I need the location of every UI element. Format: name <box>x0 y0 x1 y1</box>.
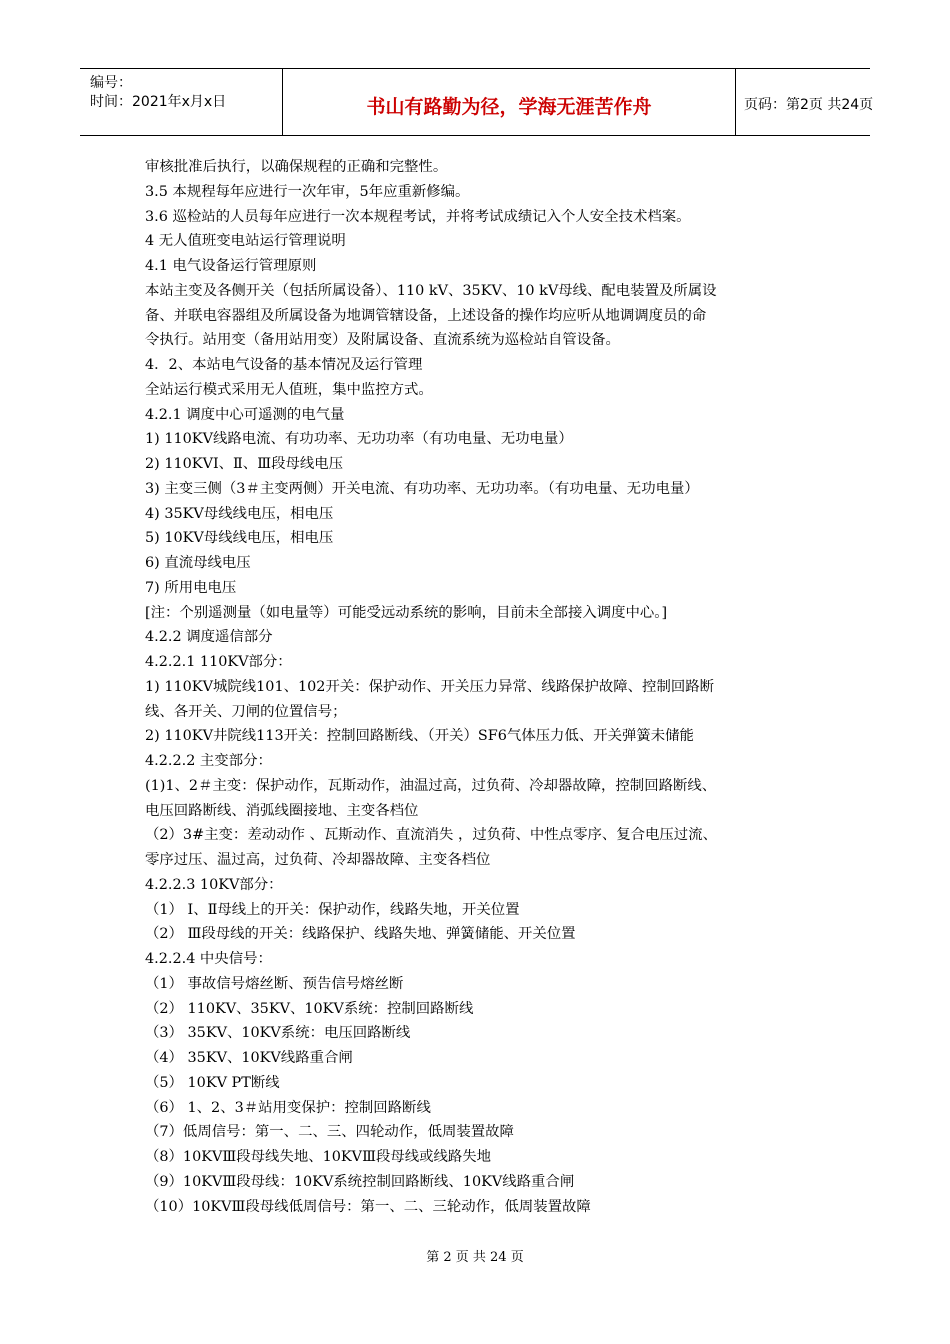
body-line: （9）10KVⅢ段母线：10KV系统控制回路断线、10KV线路重合闸 <box>145 1173 575 1190</box>
body-line: 4.2.1 调度中心可遥测的电气量 <box>145 406 345 423</box>
body-line: （2）3#主变：差动动作 、瓦斯动作、直流消失 ，过负荷、中性点零序、复合电压过流、 <box>145 827 717 844</box>
body-line: 2) 110KV井院线113开关：控制回路断线、（开关）SF6气体压力低、开关弹簧未储能 <box>145 728 694 745</box>
body-line: 6) 直流母线电压 <box>145 555 251 571</box>
body-line: 令执行。站用变（备用站用变）及附属设备、直流系统为巡检站自管设备。 <box>145 332 620 349</box>
document-body <box>145 155 807 1219</box>
body-line: （1） Ⅰ、Ⅱ母线上的开关：保护动作，线路失地，开关位置 <box>145 901 520 918</box>
header-page-cell <box>736 69 874 135</box>
body-line: （6） 1、2、3＃站用变保护：控制回路断线 <box>145 1099 431 1116</box>
document-number-label: 编号： <box>90 75 132 91</box>
body-line: 3) 主变三侧（3＃主变两侧）开关电流、有功功率、无功功率。（有功电量、无功电量） <box>145 480 699 497</box>
body-line: 4．2、本站电气设备的基本情况及运行管理 <box>145 357 423 373</box>
body-line: （2） 110KV、35KV、10KV系统：控制回路断线 <box>145 1000 474 1017</box>
body-line: 4 无人值班变电站运行管理说明 <box>145 233 346 250</box>
body-line: 本站主变及各侧开关（包括所属设备）、110 kV、35KV、10 kV母线、配电装置及所属设 <box>145 282 717 299</box>
body-line: 4.2.2.3 10KV部分： <box>145 876 283 893</box>
body-line: 4.1 电气设备运行管理原则 <box>145 258 317 274</box>
body-line: (1)1、2＃主变：保护动作，瓦斯动作，油温过高，过负荷、冷却器故障，控制回路断线、 <box>145 777 717 794</box>
body-line: （2） Ⅲ段母线的开关：线路保护、线路失地、弹簧储能、开关位置 <box>145 926 576 943</box>
header-motto-cell <box>283 69 736 135</box>
body-line: （1） 事故信号熔丝断、预告信号熔丝断 <box>145 975 404 992</box>
body-line: 4.2.2.2 主变部分： <box>145 753 272 769</box>
body-line: 备、并联电容器组及所属设备为地调管辖设备，上述设备的操作均应听从地调调度员的命 <box>145 307 707 324</box>
body-line: 4.2.2.4 中央信号： <box>145 951 272 967</box>
header-left-cell <box>80 69 283 135</box>
body-line: 3.6 巡检站的人员每年应进行一次本规程考试，并将考试成绩记入个人安全技术档案。 <box>145 208 691 225</box>
body-line: 零序过压、温过高，过负荷、冷却器故障、主变各档位 <box>145 852 491 868</box>
body-line: [注：个别遥测量（如电量等）可能受远动系统的影响，目前未全部接入调度中心。] <box>145 604 668 621</box>
body-line: 全站运行模式采用无人值班，集中监控方式。 <box>145 381 433 398</box>
body-line: 5) 10KV母线线电压，相电压 <box>145 530 334 547</box>
body-line: （10）10KVⅢ段母线低周信号：第一、二、三轮动作，低周装置故障 <box>145 1198 591 1215</box>
body-line: （3） 35KV、10KV系统：电压回路断线 <box>145 1025 411 1042</box>
header-page-info: 页码：第2页 共24页 <box>744 97 874 113</box>
body-line: 2) 110KVⅠ、Ⅱ、Ⅲ段母线电压 <box>145 456 344 472</box>
body-line: 4.2.2.1 110KV部分： <box>145 654 292 670</box>
body-line: 7) 所用电电压 <box>145 579 237 596</box>
body-line: 电压回路断线、消弧线圈接地、主变各档位 <box>145 802 419 819</box>
body-line: （5） 10KV PT断线 <box>145 1074 280 1091</box>
body-line: 3.5 本规程每年应进行一次年审，5年应重新修编。 <box>145 183 470 200</box>
body-line: 4.2.2 调度遥信部分 <box>145 629 273 646</box>
body-line: 线、各开关、刀闸的位置信号； <box>145 703 347 720</box>
body-line: （8）10KVⅢ段母线失地、10KVⅢ段母线或线路失地 <box>145 1149 492 1165</box>
header-motto: 书山有路勤为径，学海无涯苦作舟 <box>366 96 652 118</box>
document-date-label: 时间：2021年x月x日 <box>90 94 227 110</box>
body-line: 审核批准后执行，以确保规程的正确和完整性。 <box>145 159 448 175</box>
body-line: 4) 35KV母线线电压，相电压 <box>145 505 334 522</box>
body-line: 1) 110KV城院线101、102开关：保护动作、开关压力异常、线路保护故障、控制回路断 <box>145 678 715 695</box>
document-header <box>80 68 874 136</box>
body-line: （7）低周信号：第一、二、三、四轮动作，低周装置故障 <box>145 1124 514 1141</box>
body-line: （4） 35KV、10KV线路重合闸 <box>145 1050 353 1066</box>
body-line: 1) 110KV线路电流、有功功率、无功功率（有功电量、无功电量） <box>145 431 573 448</box>
page-footer: 第 2 页 共 24 页 <box>426 1250 524 1265</box>
